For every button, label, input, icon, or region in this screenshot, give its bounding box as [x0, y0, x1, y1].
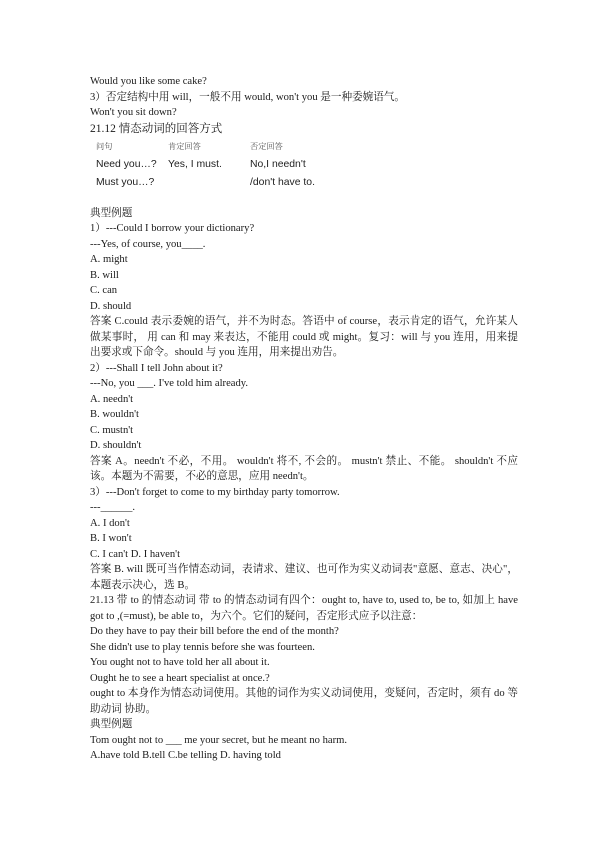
- examples-heading: 典型例题: [90, 207, 133, 219]
- option: C. I can't D. I haven't: [90, 548, 181, 560]
- option: C. mustn't: [90, 424, 134, 436]
- answer-table: [90, 140, 350, 196]
- question-line: 1）---Could I borrow your dictionary?: [90, 223, 255, 234]
- text-line: 3）否定结构中用 will，一般不用 would, won't you 是一种委婉语气。: [90, 91, 406, 103]
- text-line: Would you like some cake?: [90, 76, 207, 87]
- question-line: Tom ought not to ___ me your secret, but he meant no harm.: [90, 734, 347, 746]
- option: C. can: [90, 285, 118, 296]
- table-header: 问句: [96, 141, 113, 151]
- answer-explanation: 答案 C.could 表示委婉的语气，并不为时态。答语中 of course，表示肯定的语气，允许某人做某事时， 用 can 和 may 来表达，不能用 could 或 might。复习：will 与 you 连用，用来提出要求或下命令。should 与 you 连用，用来提出劝告。: [90, 316, 518, 358]
- section-title: 21.12 情态动词的回答方式: [90, 122, 223, 135]
- table-header: 否定回答: [250, 141, 283, 151]
- ought-note: ought to 本身作为情态动词使用。其他的词作为实义动词使用，变疑问，否定时，须有 do 等助动词 协助。: [90, 688, 518, 715]
- question-line: 3）---Don't forget to come to my birthday party tomorrow.: [90, 486, 340, 498]
- examples-heading: 典型例题: [90, 719, 133, 730]
- section-21-13: 21.13 带 to 的情态动词 带 to 的情态动词有四个：ought to, have to, used to, be to, 如加上 have got to ,(=must), be able to，为六个。它们的疑问，否定形式应予以注意：: [90, 595, 518, 622]
- answer-explanation: 答案 A。needn't 不必，不用。 wouldn't 将不, 不会的。 mustn't 禁止、不能。 shouldn't 不应该。本题为不需要，不必的意思，应用 needn't。: [90, 455, 518, 482]
- table-cell: Yes, I must.: [168, 158, 222, 170]
- table-cell: /don't have to.: [250, 176, 315, 188]
- question-line: 2）---Shall I tell John about it?: [90, 362, 223, 374]
- text-line: Won't you sit down?: [90, 107, 177, 118]
- option: A. might: [90, 254, 128, 265]
- document-body: [90, 74, 518, 764]
- example-sentence: You ought not to have told her all about it.: [90, 657, 270, 668]
- example-sentence: Ought he to see a heart specialist at once.?: [90, 672, 270, 684]
- table-cell: Need you…?: [96, 158, 157, 170]
- option: B. will: [90, 269, 119, 281]
- table-cell: No,I needn't: [250, 158, 306, 170]
- question-line: ---Yes, of course, you____.: [90, 238, 206, 250]
- option: D. should: [90, 300, 132, 312]
- option: B. wouldn't: [90, 409, 139, 420]
- question-line: ---______.: [90, 502, 136, 513]
- example-sentence: She didn't use to play tennis before she was fourteen.: [90, 641, 315, 653]
- question-line: ---No, you ___. I've told him already.: [90, 378, 249, 389]
- table-header: 肯定回答: [168, 141, 201, 151]
- option: D. shouldn't: [90, 440, 142, 451]
- table-cell: Must you…?: [96, 176, 155, 188]
- option: B. I won't: [90, 533, 132, 544]
- example-sentence: Do they have to pay their bill before the end of the month?: [90, 626, 339, 637]
- option: A.have told B.tell C.be telling D. having told: [90, 750, 281, 761]
- option: A. needn't: [90, 393, 134, 405]
- answer-explanation: 答案 B. will 既可当作情态动词，表请求、建议、也可作为实义动词表"意愿、意志、决心"，本题表示决心，选 B。: [90, 564, 518, 591]
- option: A. I don't: [90, 517, 130, 529]
